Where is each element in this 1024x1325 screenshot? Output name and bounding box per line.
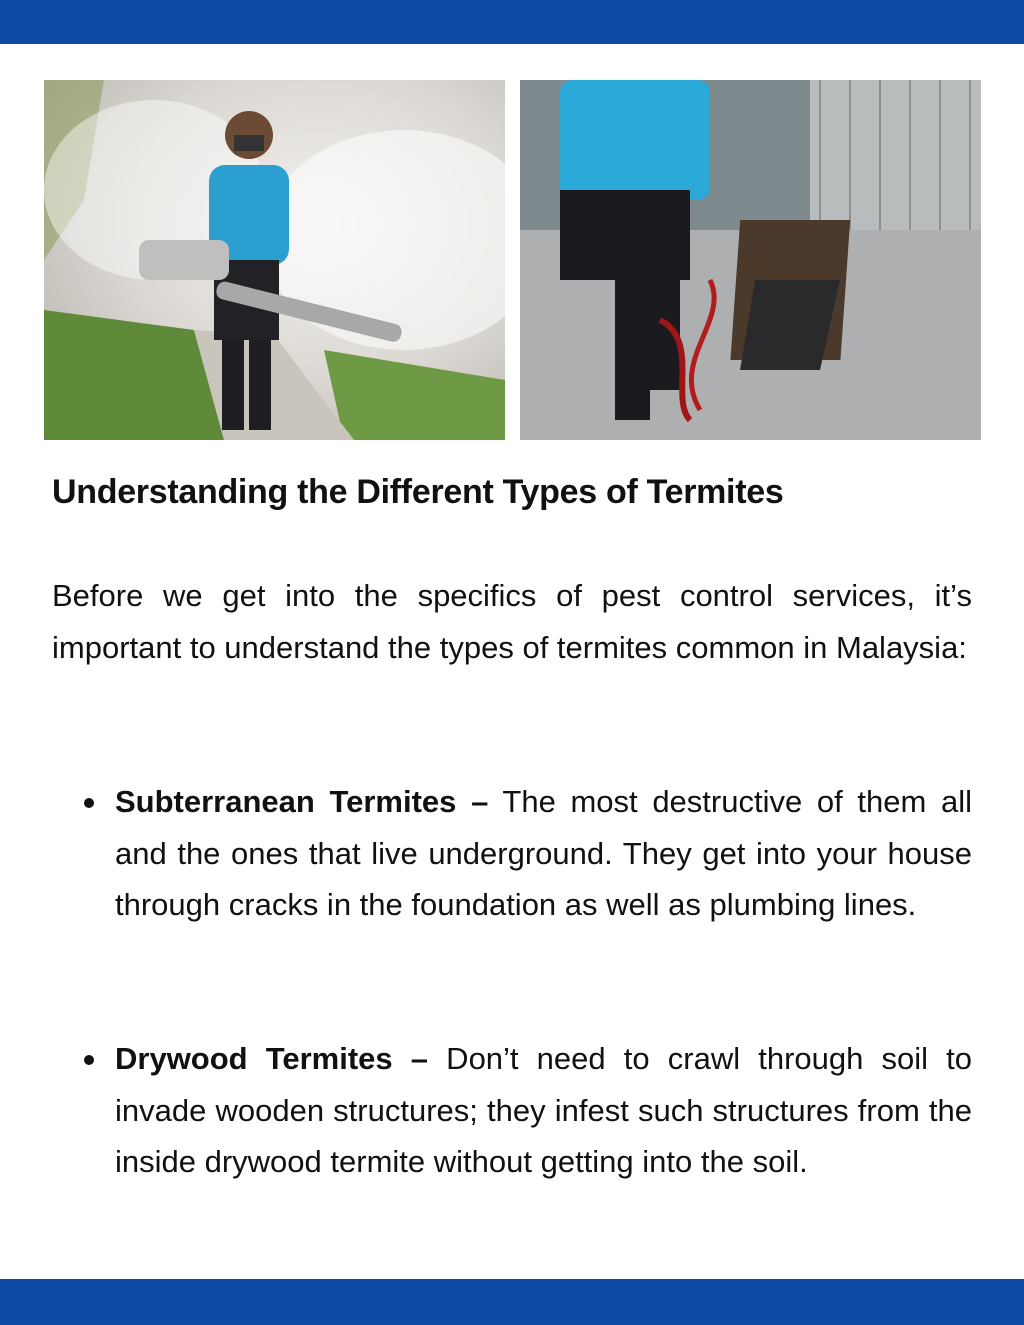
fogging-photo bbox=[44, 80, 505, 440]
bullet-dot-icon bbox=[84, 798, 94, 808]
section-heading: Understanding the Different Types of Termites bbox=[52, 473, 784, 511]
list-item-text: The most destructive of them all and the ones that live underground. They get into your house through cracks in the foundation as well as plumbing lines. bbox=[115, 784, 972, 922]
bullet-dot-icon bbox=[84, 1055, 94, 1065]
top-blue-band bbox=[0, 0, 1024, 44]
intro-paragraph: Before we get into the specifics of pest control services, it’s important to understand the types of termites common in Malaysia: bbox=[52, 578, 972, 665]
drain-inspection-technician-icon bbox=[520, 80, 981, 440]
inspection-photo bbox=[520, 80, 981, 440]
list-item bbox=[115, 1033, 972, 1188]
bottom-blue-band bbox=[0, 1279, 1024, 1325]
list-item-text: Don’t need to crawl through soil to invade wooden structures; they infest such structures from the inside drywood termite without getting into the soil. bbox=[115, 1041, 972, 1179]
list-item bbox=[115, 776, 972, 931]
fogging-technician-icon bbox=[44, 80, 505, 440]
list-item-term: Drywood Termites – bbox=[115, 1041, 429, 1076]
list-item-term: Subterranean Termites – bbox=[115, 784, 489, 819]
